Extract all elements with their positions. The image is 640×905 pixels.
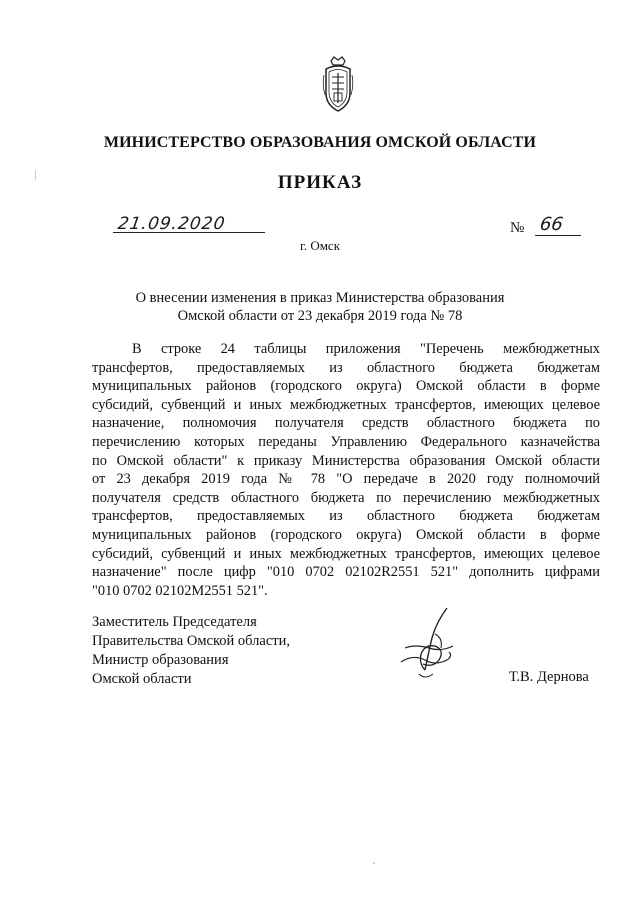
body-line: от 23 декабря 2019 года № 78 "О передаче в 2020 году полномочий	[92, 471, 600, 488]
body-line: трансфертов, предоставляемых из областного бюджета бюджетам	[92, 508, 600, 525]
ministry-title: МИНИСТЕРСТВО ОБРАЗОВАНИЯ ОМСКОЙ ОБЛАСТИ	[103, 134, 537, 151]
body-line: муниципальных районов (городского округа) Омской области в форме	[92, 378, 600, 395]
number-label: №	[510, 220, 525, 236]
body-line: по Омской области" к приказу Министерства образования Омской области	[92, 452, 600, 469]
handwritten-number: 66	[538, 214, 565, 235]
order-body	[92, 340, 600, 600]
body-line: "010 0702 02102M2551 521".	[92, 582, 268, 599]
order-subject	[130, 289, 510, 325]
body-line: назначение" после цифр "010 0702 02102R2551 521" дополнить цифрами	[92, 564, 600, 581]
body-line: муниципальных районов (городского округа) Омской области в форме	[92, 526, 600, 543]
signer-position	[92, 613, 290, 689]
signer-position-line: Министр образования	[92, 652, 229, 668]
body-line: субсидий, субвенций и иных межбюджетных трансфертов, имеющих целевое	[92, 396, 600, 413]
body-line: субсидий, субвенций и иных межбюджетных трансфертов, имеющих целевое	[92, 545, 600, 562]
number-underline	[535, 235, 581, 236]
subject-line: Омской области от 23 декабря 2019 года № 78	[177, 308, 463, 324]
signer-position-line: Заместитель Председателя	[92, 614, 257, 630]
signer-position-line: Правительства Омской области,	[92, 633, 290, 649]
body-line: трансфертов, предоставляемых из областного бюджета бюджетам	[92, 359, 600, 376]
body-line: В строке 24 таблицы приложения "Перечень межбюджетных	[132, 341, 600, 357]
body-line: перечислению которых переданы Управлению Федерального казначейства	[92, 433, 600, 450]
city-line: г. Омск	[299, 238, 341, 253]
signer-name: Т.В. Дернова	[509, 669, 589, 685]
body-line: получателя средств областного бюджета по перечислению межбюджетных	[92, 489, 600, 506]
handwritten-date: 21.09.2020	[116, 214, 227, 234]
subject-line: О внесении изменения в приказ Министерства образования	[135, 290, 505, 306]
signer-position-line: Омской области	[92, 671, 192, 687]
document-type: ПРИКАЗ	[277, 172, 363, 193]
handwritten-signature	[395, 604, 467, 684]
scan-speck	[373, 862, 375, 864]
body-line: назначение, полномочия получателя средств областного бюджета по	[92, 415, 600, 432]
coat-of-arms-emblem	[322, 55, 354, 113]
